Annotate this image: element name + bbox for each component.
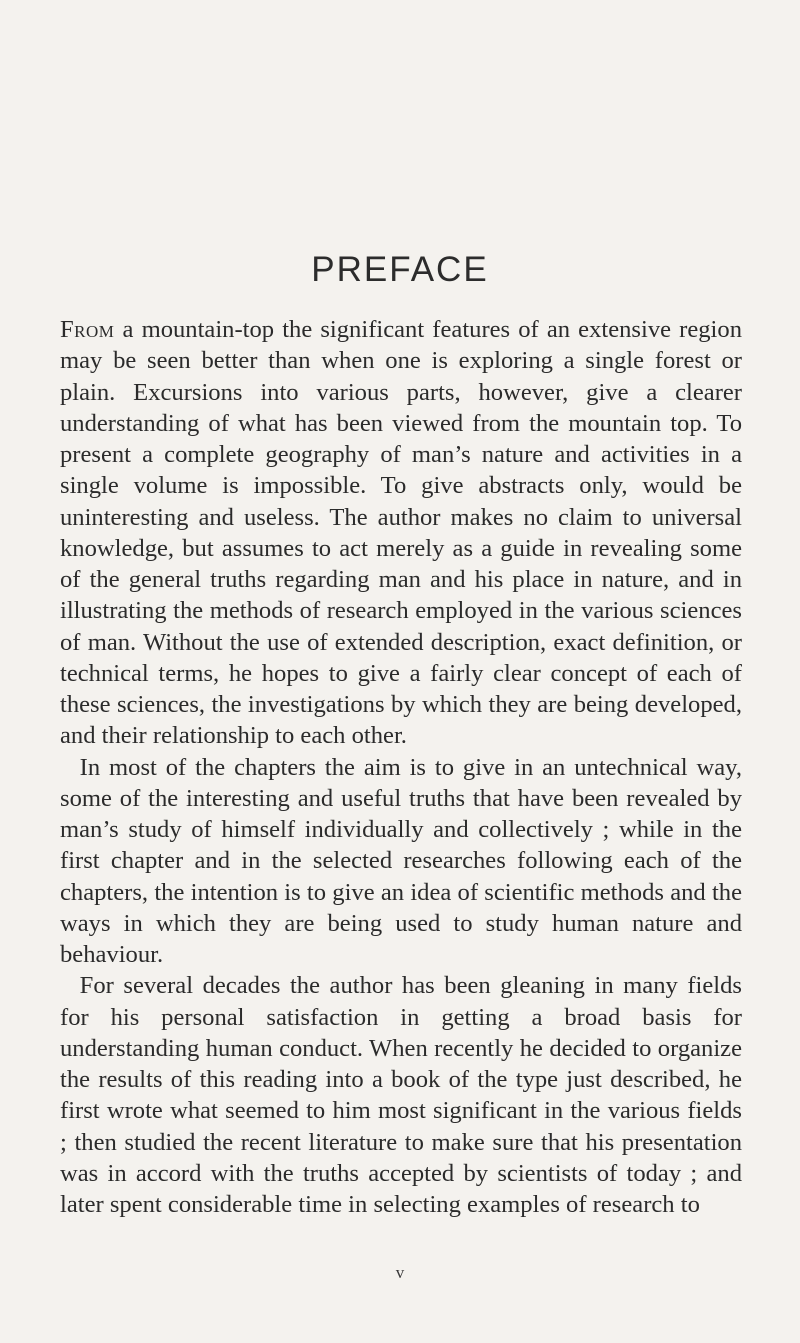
paragraph-3: For several decades the author has been gleaning in many fields for his personal satisfaction in getting a broad basis for understanding human conduct. When recently he decided to organize the results of this reading into a book of the type just described, he first wrote what seemed to him most significant in the various fields ; then studied the recent literature to make sure that his presentation was in accord with the truths accepted by scientists of today ; and later spent considerable time in selecting examples of research to bbox=[60, 972, 742, 1218]
page-title: PREFACE bbox=[311, 250, 489, 289]
paragraph-lead-word: From bbox=[60, 316, 115, 343]
paragraph-text: a mountain-top the significant features of an extensive region may be seen better than when one is exploring a single forest or plain. Excursions into various parts, however, give a clearer understanding of what has been viewed from the mountain top. To present a complete geography of man’s nature and activities in a single volume is impossible. To give abstracts only, would be uninteresting and useless. The author makes no claim to universal knowledge, but assumes to act merely as a guide in revealing some of the general truths regarding man and his place in nature, and in illustrating the methods of research employed in the various sciences of man. Without the use of extended description, exact definition, or technical terms, he hopes to give a fairly clear concept of each of these sciences, the investigations by which they are being developed, and their relationship to each other. bbox=[60, 316, 742, 750]
page-number: v bbox=[395, 1263, 405, 1282]
preface-body bbox=[60, 314, 742, 1220]
paragraph-2: In most of the chapters the aim is to give in an untechnical way, some of the interesting and useful truths that have been revealed by man’s study of himself individually and collectively ; while in the first chapter and in the selected researches following each of the chapters, the intention is to give an idea of scientific methods and the ways in which they are being used to study human nature and behaviour. bbox=[60, 753, 742, 968]
paragraph-1 bbox=[60, 314, 742, 752]
